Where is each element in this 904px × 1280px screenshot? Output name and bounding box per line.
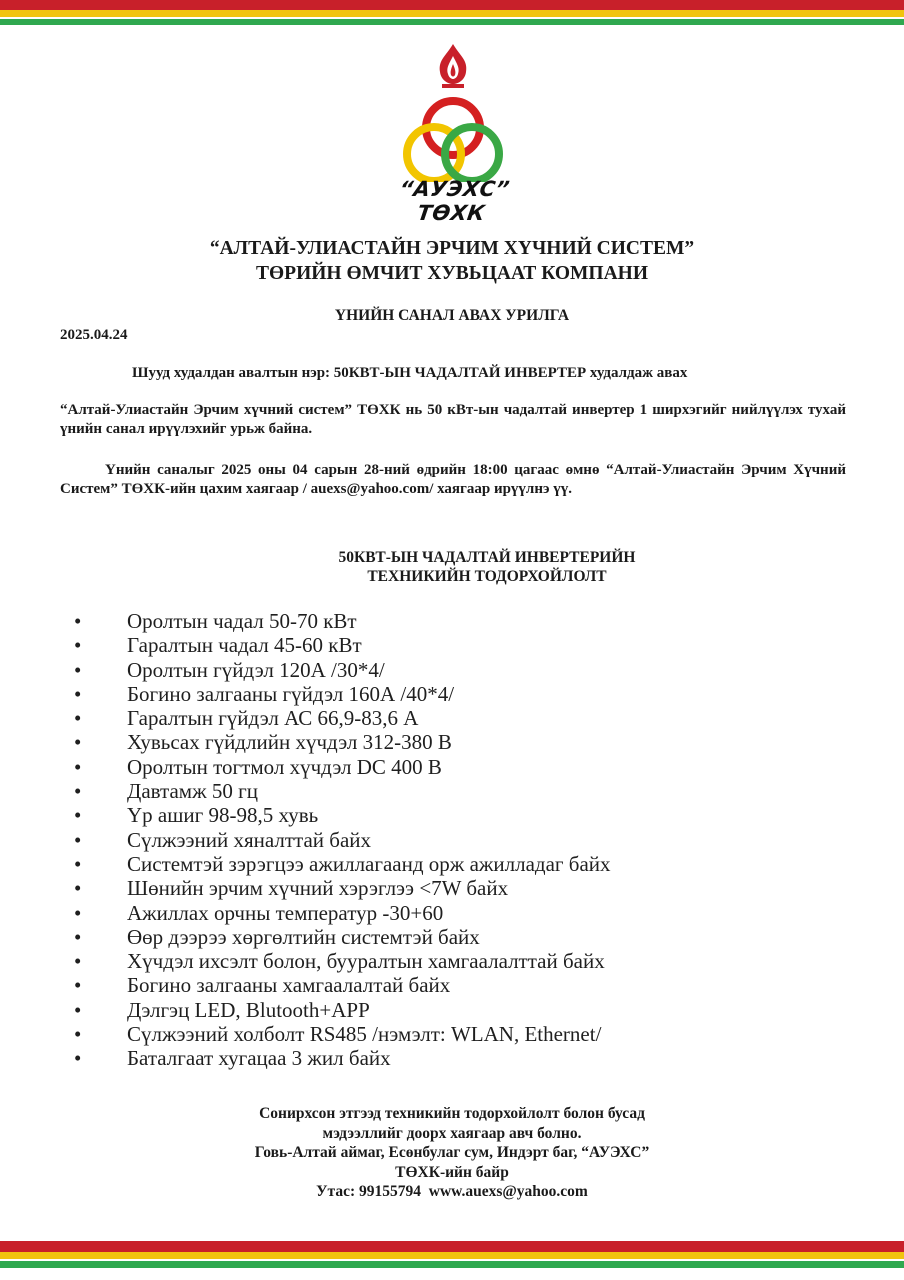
bullet-icon: • bbox=[74, 779, 82, 804]
spec-item bbox=[74, 755, 611, 779]
stripe-yellow bbox=[0, 1252, 904, 1259]
spec-item bbox=[74, 682, 611, 706]
spec-title-line2: ТЕХНИКИЙН ТОДОРХОЙЛОЛТ bbox=[367, 567, 607, 585]
deadline-paragraph bbox=[60, 461, 846, 498]
spec-item-text: Үр ашиг 98-98,5 хувь bbox=[127, 803, 319, 828]
spec-item-text: Дэлгэц LED, Blutooth+APP bbox=[127, 997, 370, 1022]
spec-item bbox=[74, 658, 611, 682]
spec-item bbox=[74, 730, 611, 754]
company-name-line1: “АЛТАЙ-УЛИАСТАЙН ЭРЧИМ ХҮЧНИЙ СИСТЕМ” bbox=[209, 238, 695, 259]
spec-item-text: Шөнийн эрчим хүчний хэрэглээ <7W байх bbox=[127, 876, 509, 901]
footer-address: Говь-Алтай аймаг, Есөнбулаг сум, Индэрт баг, “АУЭХС” bbox=[254, 1144, 650, 1161]
footer-building: ТӨХК-ийн байр bbox=[395, 1163, 509, 1181]
stripe-red bbox=[0, 1241, 904, 1252]
spec-item bbox=[74, 633, 611, 657]
invitation-paragraph: “Алтай-Улиастайн Эрчим хүчний систем” ТӨХК нь 50 кВт-ын чадалтай инвертер 1 ширхэгийг нийлүүлэх тухай үнийн санал ирүүлэхийг урьж байна. bbox=[60, 402, 846, 437]
footer-line1: Сонирхсон этгээд техникийн тодорхойлолт болон бусад bbox=[259, 1105, 645, 1122]
spec-item-text: Өөр дээрээ хөргөлтийн системтэй байх bbox=[127, 924, 480, 949]
document-date: 2025.04.24 bbox=[60, 327, 128, 343]
spec-item bbox=[74, 949, 611, 973]
company-logo bbox=[368, 42, 538, 225]
contact-footer bbox=[0, 1104, 904, 1202]
spec-item bbox=[74, 609, 611, 633]
spec-item bbox=[74, 1022, 611, 1046]
spec-item-text: Сүлжээний хяналттай байх bbox=[127, 827, 372, 852]
bullet-icon: • bbox=[74, 973, 82, 998]
bullet-icon: • bbox=[74, 803, 82, 828]
bullet-icon: • bbox=[74, 1046, 82, 1071]
top-flag-stripes bbox=[0, 0, 904, 25]
spec-item bbox=[74, 779, 611, 803]
spec-item bbox=[74, 852, 611, 876]
bullet-icon: • bbox=[74, 924, 82, 949]
bullet-icon: • bbox=[74, 681, 82, 706]
stripe-green bbox=[0, 19, 904, 25]
spec-item bbox=[74, 998, 611, 1022]
spec-item bbox=[74, 901, 611, 925]
company-name-line2: ТӨРИЙН ӨМЧИТ ХУВЬЦААТ КОМПАНИ bbox=[256, 263, 648, 284]
spec-item bbox=[74, 973, 611, 997]
spec-item-text: Оролтын гүйдэл 120А /30*4/ bbox=[127, 657, 385, 682]
spec-item bbox=[74, 876, 611, 900]
bullet-icon: • bbox=[74, 657, 82, 682]
invitation-title: ҮНИЙН САНАЛ АВАХ УРИЛГА bbox=[334, 307, 570, 324]
spec-item-text: Сүлжээний холболт RS485 /нэмэлт: WLAN, Ethernet/ bbox=[127, 1022, 602, 1047]
stripe-green bbox=[0, 1261, 904, 1268]
company-name bbox=[0, 236, 904, 286]
bullet-icon: • bbox=[74, 730, 82, 755]
logo-text: “АУЭХС” ТӨХК bbox=[397, 177, 512, 225]
spec-item-text: Хувьсах гүйдлийн хүчдэл 312-380 В bbox=[127, 730, 452, 755]
spec-item bbox=[74, 1046, 611, 1070]
spec-item bbox=[74, 925, 611, 949]
spec-item bbox=[74, 706, 611, 730]
spec-title bbox=[280, 549, 694, 586]
bullet-icon: • bbox=[74, 609, 82, 633]
bottom-flag-stripes bbox=[0, 1241, 904, 1268]
footer-contact: Утас: 99155794 www.auexs@yahoo.com bbox=[316, 1183, 588, 1200]
spec-item bbox=[74, 803, 611, 827]
bullet-icon: • bbox=[74, 827, 82, 852]
spec-item-text: Гаралтын чадал 45-60 кВт bbox=[127, 633, 362, 658]
rings-flame-emblem bbox=[368, 42, 538, 182]
procurement-name-paragraph bbox=[60, 364, 846, 383]
bullet-icon: • bbox=[74, 876, 82, 901]
deadline-text: Үнийн саналыг 2025 оны 04 сарын 28-ний өдрийн 18:00 цагаас өмнө “Алтай-Улиастайн Эрчим Хүчний Систем” ТӨХК-ийн цахим хаягаар / auexs@yahoo.com/ хаягаар ирүүлнэ үү. bbox=[60, 462, 846, 497]
spec-item-text: Системтэй зэрэгцээ ажиллагаанд орж ажилладаг байх bbox=[127, 851, 611, 876]
stripe-yellow bbox=[0, 10, 904, 17]
bullet-icon: • bbox=[74, 851, 82, 876]
spec-item-text: Баталгаат хугацаа 3 жил байх bbox=[127, 1046, 391, 1071]
spec-item-text: Богино залгааны гүйдэл 160А /40*4/ bbox=[127, 681, 455, 706]
spec-item-text: Ажиллах орчны температур -30+60 bbox=[127, 900, 444, 925]
bullet-icon: • bbox=[74, 706, 82, 731]
bullet-icon: • bbox=[74, 997, 82, 1022]
stripe-red bbox=[0, 0, 904, 10]
bullet-icon: • bbox=[74, 900, 82, 925]
procurement-name-text: Шууд худалдан авалтын нэр: 50КВТ-ЫН ЧАДАЛТАЙ ИНВЕРТЕР худалдаж авах bbox=[132, 365, 688, 381]
spec-item-text: Гаралтын гүйдэл АС 66,9-83,6 А bbox=[127, 706, 419, 731]
bullet-icon: • bbox=[74, 1022, 82, 1047]
bullet-icon: • bbox=[74, 949, 82, 974]
spec-item-text: Давтамж 50 гц bbox=[127, 779, 258, 804]
spec-item-text: Хүчдэл ихсэлт болон, бууралтын хамгаалалттай байх bbox=[127, 949, 605, 974]
spec-item-text: Оролтын чадал 50-70 кВт bbox=[127, 609, 357, 633]
spec-title-line1: 50КВТ-ЫН ЧАДАЛТАЙ ИНВЕРТЕРИЙН bbox=[338, 549, 636, 566]
spec-item bbox=[74, 828, 611, 852]
spec-item-text: Оролтын тогтмол хүчдэл DC 400 В bbox=[127, 754, 442, 779]
bullet-icon: • bbox=[74, 754, 82, 779]
spec-list bbox=[74, 609, 611, 1071]
bullet-icon: • bbox=[74, 633, 82, 658]
spec-item-text: Богино залгааны хамгаалалтай байх bbox=[127, 973, 451, 998]
footer-line2: мэдээллийг доорх хаягаар авч болно. bbox=[322, 1124, 582, 1142]
